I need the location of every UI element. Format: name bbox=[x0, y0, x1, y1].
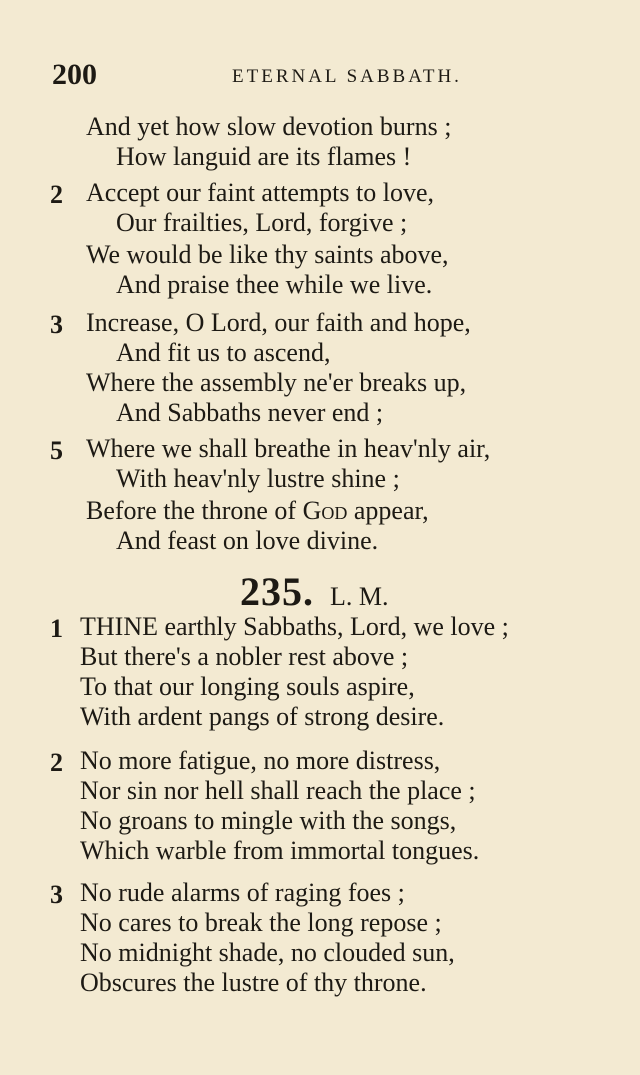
verse-line: Accept our faint attempts to love, bbox=[86, 178, 435, 207]
stanza-number: 2 bbox=[50, 748, 63, 777]
verse-line: No more fatigue, no more distress, bbox=[80, 746, 441, 775]
hymn-meter: L. M. bbox=[330, 582, 389, 611]
verse-line: And praise thee while we live. bbox=[116, 270, 433, 299]
hymn-number: 235. bbox=[240, 569, 314, 614]
verse-line: Obscures the lustre of thy throne. bbox=[80, 968, 427, 997]
running-title: ETERNAL SABBATH. bbox=[232, 66, 462, 87]
verse-line: Where we shall breathe in heav'nly air, bbox=[86, 434, 491, 463]
verse-line: And yet how slow devotion burns ; bbox=[86, 112, 452, 141]
verse-line: And fit us to ascend, bbox=[116, 338, 331, 367]
verse-line: With ardent pangs of strong desire. bbox=[80, 702, 445, 731]
verse-line: Where the assembly ne'er breaks up, bbox=[86, 368, 467, 397]
verse-line: How languid are its flames ! bbox=[116, 142, 412, 171]
verse-line: Nor sin nor hell shall reach the place ; bbox=[80, 776, 476, 805]
verse-line: No cares to break the long repose ; bbox=[80, 908, 442, 937]
verse-line: But there's a nobler rest above ; bbox=[80, 642, 409, 671]
stanza-number: 1 bbox=[50, 614, 63, 643]
verse-line: No groans to mingle with the songs, bbox=[80, 806, 457, 835]
page-header bbox=[52, 58, 612, 98]
verse-line: To that our longing souls aspire, bbox=[80, 672, 415, 701]
divine-name: God bbox=[302, 496, 348, 525]
hymn-heading bbox=[240, 568, 389, 615]
verse-line: No rude alarms of raging foes ; bbox=[80, 878, 405, 907]
stanza-number: 2 bbox=[50, 180, 63, 209]
page-number: 200 bbox=[52, 58, 97, 91]
verse-text: appear, bbox=[347, 496, 429, 525]
verse-line: Our frailties, Lord, forgive ; bbox=[116, 208, 408, 237]
verse-line bbox=[86, 496, 429, 526]
verse-text: Before the throne of bbox=[86, 496, 303, 525]
verse-line: We would be like thy saints above, bbox=[86, 240, 449, 269]
verse-line: No midnight shade, no clouded sun, bbox=[80, 938, 455, 967]
verse-line: And Sabbaths never end ; bbox=[116, 398, 384, 427]
verse-line: With heav'nly lustre shine ; bbox=[116, 464, 400, 493]
verse-line: Increase, O Lord, our faith and hope, bbox=[86, 308, 471, 337]
verse-line: And feast on love divine. bbox=[116, 526, 379, 555]
verse-line: Which warble from immortal tongues. bbox=[80, 836, 480, 865]
stanza-number: 5 bbox=[50, 436, 63, 465]
stanza-number: 3 bbox=[50, 310, 63, 339]
stanza-number: 3 bbox=[50, 880, 63, 909]
verse-line: THINE earthly Sabbaths, Lord, we love ; bbox=[80, 612, 509, 641]
